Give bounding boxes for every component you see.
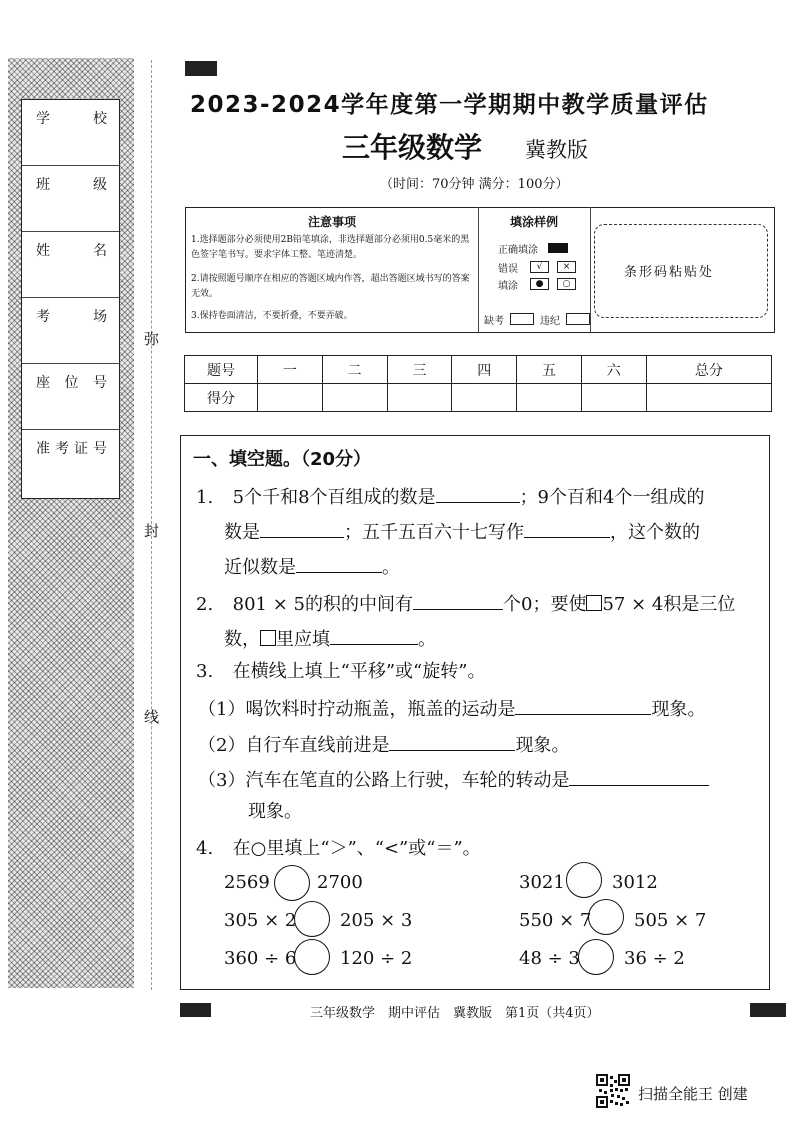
question-1-line-3 <box>224 554 400 579</box>
answer-blank[interactable] <box>413 591 503 610</box>
compare-circle[interactable] <box>566 862 602 898</box>
compare-left: 3021 <box>519 872 565 893</box>
question-number: 3. <box>196 661 214 682</box>
table-cell: 三 <box>387 356 452 384</box>
school-label: 学 校 <box>36 111 108 127</box>
wrong-mark-dot: ● <box>530 278 549 290</box>
seal-char-xian: 线 <box>144 708 160 726</box>
question-3-sub-3-end: 现象。 <box>248 801 302 822</box>
exam-room-field[interactable] <box>22 298 119 364</box>
violation-label: 违纪 <box>540 316 560 327</box>
compare-right: 205 × 3 <box>340 910 413 931</box>
score-cell[interactable] <box>646 384 771 412</box>
school-field[interactable] <box>22 100 119 166</box>
question-text: （1）喝饮料时拧动瓶盖，瓶盖的运动是 <box>198 699 516 720</box>
page-title: 2023-2024学年度第一学期期中教学质量评估 <box>190 92 709 118</box>
wrong-mark-cross: × <box>557 261 576 273</box>
compare-right: 505 × 7 <box>634 910 707 931</box>
answer-blank[interactable] <box>260 519 344 538</box>
digit-box <box>260 630 276 646</box>
question-2-line-1 <box>196 591 735 616</box>
corner-marker-bottom-left <box>180 1003 211 1017</box>
page-footer: 三年级数学 期中评估 冀教版 第1页（共4页） <box>310 1006 600 1021</box>
answer-blank[interactable] <box>296 554 382 573</box>
table-cell: 五 <box>517 356 582 384</box>
score-cell[interactable] <box>387 384 452 412</box>
notice-divider <box>478 207 479 333</box>
table-cell: 一 <box>258 356 323 384</box>
digit-box <box>586 595 602 611</box>
notice-item: 3.保持卷面清洁，不要折叠，不要弄破。 <box>191 311 353 321</box>
violation-checkbox[interactable] <box>566 313 590 325</box>
corner-marker-top <box>185 61 217 76</box>
question-3-sub-1 <box>198 696 705 721</box>
table-cell: 四 <box>452 356 517 384</box>
name-label: 姓 名 <box>36 243 108 259</box>
exam-room-label: 考 场 <box>36 309 108 325</box>
question-text: 在○里填上“＞”、“<”或“＝”。 <box>232 838 481 859</box>
compare-circle[interactable] <box>294 939 330 975</box>
question-text: 数， <box>224 629 260 650</box>
score-cell[interactable] <box>258 384 323 412</box>
notice-divider <box>590 207 591 333</box>
table-cell: 得分 <box>185 384 258 412</box>
question-text: （3）汽车在笔直的公路上行驶，车轮的转动是 <box>198 770 570 791</box>
seal-char-mi: 弥 <box>144 330 160 348</box>
question-4-stem <box>196 838 481 860</box>
question-number: 4. <box>196 838 214 859</box>
compare-circle[interactable] <box>294 901 330 937</box>
question-text: 里应填 <box>276 629 330 650</box>
compare-left: 360 ÷ 6 <box>224 948 297 969</box>
question-3-sub-2 <box>198 732 569 757</box>
question-text: 现象。 <box>651 699 706 720</box>
answer-blank[interactable] <box>515 696 651 715</box>
table-cell: 二 <box>322 356 387 384</box>
score-cell[interactable] <box>581 384 646 412</box>
correct-fill-mark <box>548 243 568 253</box>
question-number: 1. <box>196 487 214 508</box>
question-text: ；五千五百六十七写作 <box>344 522 524 543</box>
student-info-box <box>21 99 120 499</box>
wrong-fill-label-2: 填涂 <box>498 281 518 292</box>
question-1-line-1 <box>196 484 704 509</box>
score-table-score-row <box>185 384 772 412</box>
correct-fill-label: 正确填涂 <box>498 245 538 256</box>
question-text: ；9个百和4个一组成的 <box>519 487 705 508</box>
question-3-sub-3 <box>198 767 709 792</box>
qr-code-icon <box>596 1074 630 1108</box>
question-text: 57 × 4积是三位 <box>602 594 736 615</box>
score-cell[interactable] <box>322 384 387 412</box>
notice-title: 注意事项 <box>308 215 357 229</box>
answer-blank[interactable] <box>436 484 520 503</box>
question-text: 现象。 <box>515 735 570 756</box>
answer-blank[interactable] <box>524 519 610 538</box>
time-info: （时间：70分钟 满分：100分） <box>380 177 569 192</box>
question-text: 801 × 5的积的中间有 <box>232 594 413 615</box>
compare-circle[interactable] <box>274 865 310 901</box>
corner-marker-bottom-right <box>750 1003 786 1017</box>
compare-right: 120 ÷ 2 <box>340 948 413 969</box>
question-text: 。 <box>382 557 400 578</box>
question-text: 5个千和8个百组成的数是 <box>232 487 436 508</box>
seat-number-label: 座位号 <box>36 375 108 391</box>
compare-left: 2569 <box>224 872 270 893</box>
compare-right: 2700 <box>317 872 363 893</box>
section-heading: 一、填空题。（20分） <box>193 449 372 470</box>
compare-left: 48 ÷ 3 <box>519 948 580 969</box>
compare-circle[interactable] <box>578 939 614 975</box>
score-table <box>184 355 772 412</box>
answer-blank[interactable] <box>569 767 709 786</box>
name-field[interactable] <box>22 232 119 298</box>
barcode-label: 条形码粘贴处 <box>624 265 715 280</box>
answer-blank[interactable] <box>389 732 515 751</box>
question-text: ，这个数的 <box>610 522 700 543</box>
compare-circle[interactable] <box>588 899 624 935</box>
question-3-stem <box>196 661 485 683</box>
question-1-line-2 <box>224 519 700 544</box>
score-table-header-row <box>185 356 772 384</box>
class-label: 班 级 <box>36 177 108 193</box>
notice-item: 2.请按照题号顺序在相应的答题区域内作答，超出答题区域书写的答案无效。 <box>191 274 470 299</box>
scanner-watermark: 扫描全能王 创建 <box>638 1085 748 1103</box>
question-text: 近似数是 <box>224 557 296 578</box>
subject-title: 三年级数学 <box>342 131 483 164</box>
table-cell: 总分 <box>646 356 771 384</box>
class-field[interactable] <box>22 166 119 232</box>
compare-right: 3012 <box>612 872 658 893</box>
wrong-mark-check: √ <box>530 261 549 273</box>
compare-left: 550 × 7 <box>519 910 592 931</box>
question-2-line-2 <box>224 626 436 651</box>
question-text: 数是 <box>224 522 260 543</box>
compare-left: 305 × 2 <box>224 910 297 931</box>
seat-number-field[interactable] <box>22 364 119 430</box>
table-cell: 题号 <box>185 356 258 384</box>
question-text: 。 <box>418 629 436 650</box>
score-cell[interactable] <box>517 384 582 412</box>
compare-right: 36 ÷ 2 <box>624 948 685 969</box>
notice-item: 1.选择题部分必须使用2B铅笔填涂，非选择题部分必须用0.5毫米的黑色签字笔书写。要求字体工整、笔迹清楚。 <box>191 235 470 260</box>
score-cell[interactable] <box>452 384 517 412</box>
question-text: 个0；要使 <box>503 594 587 615</box>
fill-sample-title: 填涂样例 <box>510 215 559 229</box>
answer-blank[interactable] <box>330 626 418 645</box>
question-number: 2. <box>196 594 214 615</box>
question-text: 在横线上填上“平移”或“旋转”。 <box>232 661 486 682</box>
admission-number-label: 准考证号 <box>36 441 108 457</box>
wrong-fill-label-1: 错误 <box>498 264 518 275</box>
wrong-mark-circle: ○ <box>557 278 576 290</box>
admission-number-field[interactable] <box>22 430 119 496</box>
absent-label: 缺考 <box>484 316 504 327</box>
table-cell: 六 <box>581 356 646 384</box>
seal-char-feng: 封 <box>144 522 160 540</box>
question-text: （2）自行车直线前进是 <box>198 735 390 756</box>
edition-label: 冀教版 <box>525 138 588 162</box>
absent-checkbox[interactable] <box>510 313 534 325</box>
